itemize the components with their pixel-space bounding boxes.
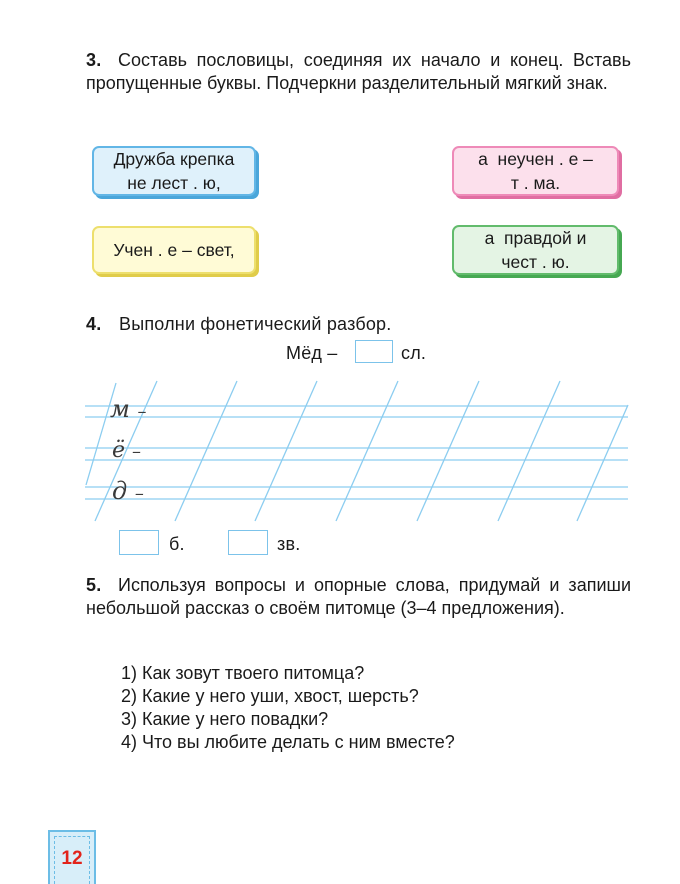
letter-yo-dash: – xyxy=(132,441,142,462)
card-text: а неучен . е – т . ма. xyxy=(478,149,593,193)
page-number-badge xyxy=(48,830,96,884)
letter-row-d xyxy=(112,477,144,505)
question-4: 4) Что вы любите делать с ним вместе? xyxy=(121,732,455,752)
letters-label: б. xyxy=(169,534,185,554)
letters-count-box[interactable] xyxy=(119,530,159,555)
sounds-count-box[interactable] xyxy=(228,530,268,555)
syllables-label: сл. xyxy=(401,343,427,363)
task5-text xyxy=(86,574,631,620)
task4-number: 4. xyxy=(86,314,102,334)
card-proverb-start-learning[interactable] xyxy=(92,226,256,274)
card-text: Учен . е – свет, xyxy=(113,240,235,260)
card-proverb-start-friendship[interactable] xyxy=(92,146,256,196)
question-1: 1) Как зовут твоего питомца? xyxy=(121,663,365,683)
task5-instruction: Используя вопросы и опорные слова, придумай и запиши небольшой рассказ о своём питомце (3–4 предложения). xyxy=(86,575,631,618)
word-med: Мёд – xyxy=(286,343,338,363)
question-3: 3) Какие у него повадки? xyxy=(121,709,329,729)
writing-lines xyxy=(80,375,630,525)
task3-instruction: Составь пословицы, соединяя их начало и конец. Вставь пропущенные буквы. Подчеркни разделительный мягкий знак. xyxy=(86,50,631,93)
task5-number: 5. xyxy=(86,574,107,597)
card-text: Дружба крепка не лест . ю, xyxy=(113,149,235,193)
letter-d-dash: – xyxy=(134,483,144,504)
card-text: а правдой и чест . ю. xyxy=(484,228,587,272)
letter-d: д xyxy=(112,477,128,505)
task3-text xyxy=(86,49,631,95)
card-proverb-end-ignorance[interactable] xyxy=(452,146,619,196)
question-2: 2) Какие у него уши, хвост, шерсть? xyxy=(121,686,419,706)
letter-m: м xyxy=(110,395,130,423)
sounds-label: зв. xyxy=(277,534,301,554)
letter-yo: ё xyxy=(112,438,126,463)
letter-m-dash: – xyxy=(137,401,147,422)
page-number: 12 xyxy=(61,848,83,869)
card-proverb-end-truth[interactable] xyxy=(452,225,619,275)
task3-number: 3. xyxy=(86,49,107,72)
letter-row-m xyxy=(110,395,147,423)
letter-row-yo xyxy=(112,438,141,463)
syllables-count-box[interactable] xyxy=(355,340,393,363)
task4-instruction: Выполни фонетический разбор. xyxy=(119,314,392,334)
